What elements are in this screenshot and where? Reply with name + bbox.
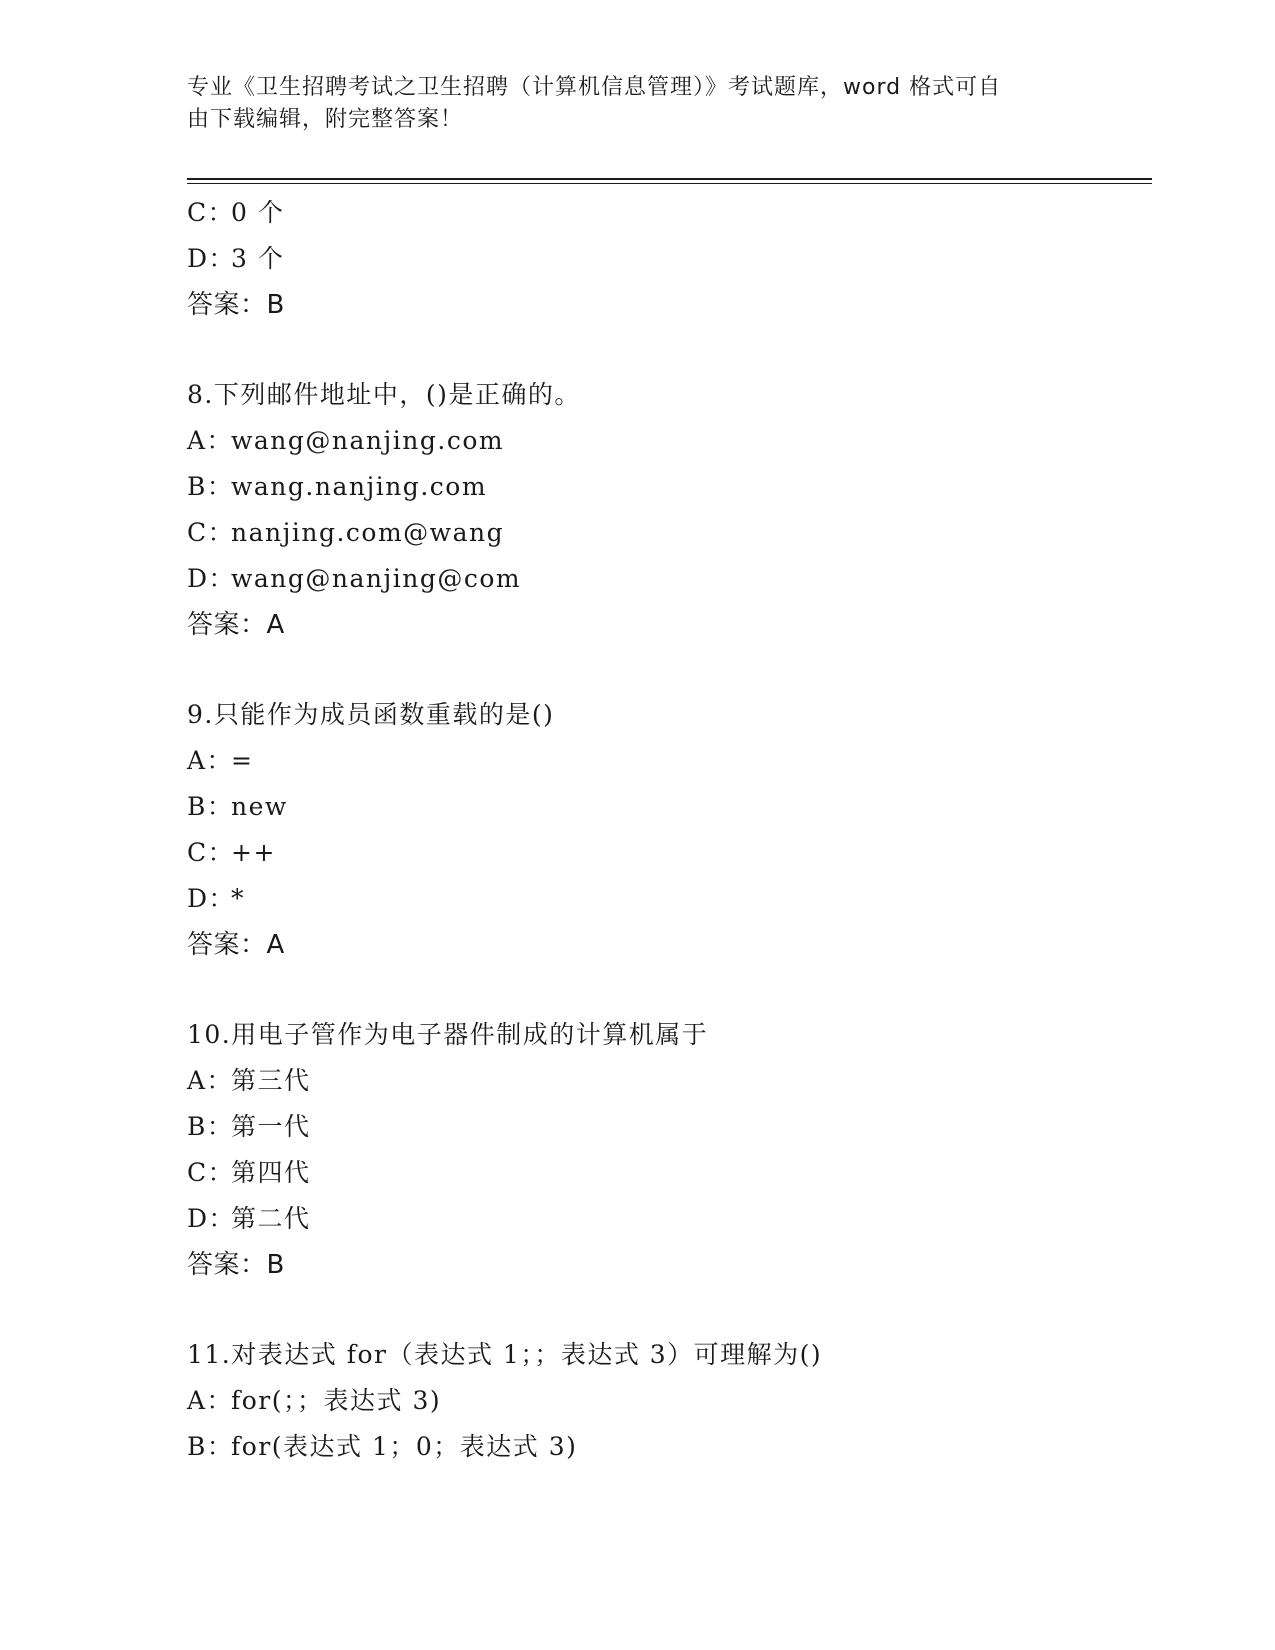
option-text: nanjing.com@wang	[231, 518, 505, 547]
option-text: 3 个	[231, 244, 285, 273]
option-text: wang@nanjing.com	[231, 426, 505, 455]
question-content	[187, 190, 1152, 1470]
option-line	[187, 1424, 1152, 1470]
question-8	[187, 372, 1152, 648]
option-text: 第一代	[231, 1112, 311, 1141]
option-text: 第二代	[231, 1204, 311, 1233]
option-label: C：	[187, 198, 235, 227]
option-label: A：	[187, 426, 234, 455]
header-line-1: 专业《卫生招聘考试之卫生招聘（计算机信息管理）》考试题库，word 格式可自	[187, 75, 1002, 100]
option-text: for(；；表达式 3)	[231, 1386, 442, 1415]
option-line	[187, 1058, 1152, 1104]
option-label: A：	[187, 1066, 234, 1095]
option-label: D：	[187, 884, 236, 913]
option-label: D：	[187, 564, 236, 593]
option-line	[187, 464, 1152, 510]
header-divider-thick	[187, 178, 1152, 180]
option-line	[187, 1104, 1152, 1150]
option-line	[187, 1150, 1152, 1196]
option-line	[187, 1378, 1152, 1424]
answer-line: 答案：A	[187, 610, 285, 640]
question-9	[187, 692, 1152, 968]
option-text: wang@nanjing@com	[231, 564, 522, 593]
option-line	[187, 1196, 1152, 1242]
option-line	[187, 418, 1152, 464]
option-label: B：	[187, 1112, 234, 1141]
question-11	[187, 1332, 1152, 1470]
option-text: for(表达式 1；0；表达式 3)	[231, 1432, 578, 1461]
option-line	[187, 830, 1152, 876]
question-stem: 9.只能作为成员函数重载的是()	[187, 700, 555, 729]
option-text: 第四代	[231, 1158, 311, 1187]
option-label: A：	[187, 746, 234, 775]
previous-question-tail	[187, 190, 1152, 328]
option-label: B：	[187, 1432, 234, 1461]
answer-line: 答案：B	[187, 1250, 285, 1280]
option-text: ++	[231, 838, 276, 867]
question-stem: 10.用电子管作为电子器件制成的计算机属于	[187, 1020, 709, 1049]
option-line	[187, 784, 1152, 830]
question-stem: 11.对表达式 for（表达式 1；；表达式 3）可理解为()	[187, 1340, 823, 1369]
option-line	[187, 510, 1152, 556]
option-text: 第三代	[231, 1066, 311, 1095]
answer-line: 答案：B	[187, 290, 285, 320]
option-line	[187, 876, 1152, 922]
header-line-2: 由下载编辑，附完整答案！	[187, 107, 464, 132]
question-stem: 8.下列邮件地址中，()是正确的。	[187, 380, 581, 409]
option-line	[187, 236, 1152, 282]
option-text: wang.nanjing.com	[231, 472, 488, 501]
option-label: D：	[187, 1204, 236, 1233]
option-text: *	[231, 884, 245, 913]
option-line	[187, 738, 1152, 784]
header-divider-thin	[187, 183, 1152, 184]
document-header	[187, 72, 1067, 136]
option-text: new	[231, 792, 288, 821]
option-label: B：	[187, 792, 234, 821]
question-10	[187, 1012, 1152, 1288]
option-label: C：	[187, 1158, 235, 1187]
option-text: =	[231, 746, 254, 775]
answer-line: 答案：A	[187, 930, 285, 960]
option-label: D：	[187, 244, 236, 273]
option-text: 0 个	[231, 198, 285, 227]
option-line	[187, 556, 1152, 602]
option-line	[187, 190, 1152, 236]
option-label: C：	[187, 518, 235, 547]
option-label: C：	[187, 838, 235, 867]
option-label: A：	[187, 1386, 234, 1415]
option-label: B：	[187, 472, 234, 501]
